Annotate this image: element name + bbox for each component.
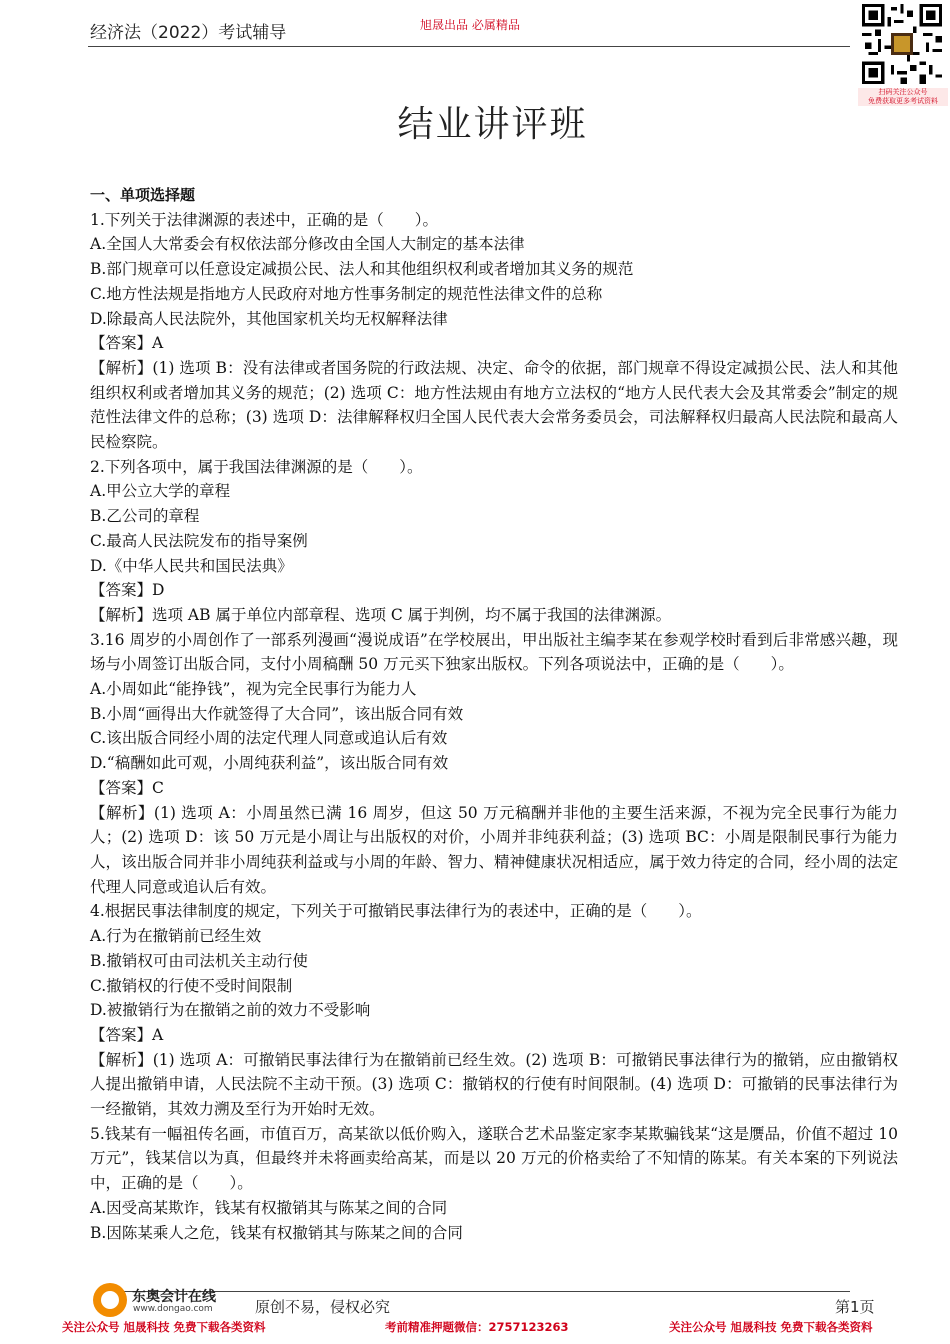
explanation-paragraph: 【解析】(1) 选项 A：小周虽然已满 16 周岁，但这 50 万元稿酬并非他的主要生活来源，不视为完全民事行为能力人；(2) 选项 D：该 50 万元是小周让与出版权的对价，小周并非纯获利益；(3) 选项 BC：小周是限制民事行为能力人，该出版合同并非小周纯获利益或与小周的年龄、智力、精神健康状况相适应，属于效力待定的合同，经小周的法定代理人同意或追认后有效。 xyxy=(90,803,898,896)
section-heading: 一、单项选择题 xyxy=(90,186,196,204)
question-2: 2.下列各项中，属于我国法律渊源的是（ ）。 xyxy=(90,457,423,476)
explanation-paragraph: 【解析】选项 AB 属于单位内部章程、选项 C 属于判例，均不属于我国的法律渊源。 xyxy=(90,605,672,624)
option-line: D.除最高人民法院外，其他国家机关均无权解释法律 xyxy=(90,309,448,328)
footer-logo-url: www.dongao.com xyxy=(133,1304,213,1314)
answer-line: 【答案】C xyxy=(90,778,164,797)
header-slogan: 旭晟出品 必属精品 xyxy=(420,18,520,32)
explanation-paragraph: 【解析】(1) 选项 A：可撤销民事法律行为在撤销前已经生效。(2) 选项 B：可撤销民事法律行为的撤销，应由撤销权人提出撤销申请，人民法院不主动干预。(3) 选项 C：撤销权的行使有时间限制。(4) 选项 D：可撤销的民事法律行为一经撤销，其效力溯及至行为开始时无效。 xyxy=(90,1050,898,1119)
option-line: D.《中华人民共和国民法典》 xyxy=(90,556,293,575)
footer-copyright: 原创不易，侵权必究 xyxy=(255,1298,391,1316)
option-line: C.撤销权的行使不受时间限制 xyxy=(90,976,293,995)
header-divider xyxy=(88,46,850,47)
footer-divider xyxy=(120,1291,850,1292)
answer-line: 【答案】A xyxy=(90,1025,164,1044)
option-line: A.因受高某欺诈，钱某有权撤销其与陈某之间的合同 xyxy=(90,1198,448,1217)
explanation-paragraph: 【解析】(1) 选项 B：没有法律或者国务院的行政法规、决定、命令的依据，部门规章不得设定减损公民、法人和其他组织权利或者增加其义务的规范；(2) 选项 C：地方性法规由有地方立法权的“地方人民代表大会及其常委会”制定的规范性法律文件的总称；(3) 选项 D：法律解释权归全国人民代表大会常务委员会，司法解释权归最高人民法院和最高人民检察院。 xyxy=(90,358,898,452)
promo-right: 关注公众号 旭晟科技 免费下载各类资料 xyxy=(669,1320,873,1334)
document-body xyxy=(90,183,898,1245)
option-line: A.行为在撤销前已经生效 xyxy=(90,927,262,946)
option-line: A.甲公立大学的章程 xyxy=(90,482,231,501)
option-line: B.撤销权可由司法机关主动行使 xyxy=(90,951,308,970)
option-line: C.最高人民法院发布的指导案例 xyxy=(90,531,308,550)
option-line: A.小周如此“能挣钱”，视为完全民事行为能力人 xyxy=(90,680,417,699)
qr-code-icon xyxy=(862,4,942,84)
question-3: 3.16 周岁的小周创作了一部系列漫画“漫说成语”在学校展出，甲出版社主编李某在参观学校时看到后非常感兴趣，现场与小周签订出版合同，支付小周稿酬 50 万元买下独家出版权。下列各项说法中，正确的是（ ）。 xyxy=(90,630,898,674)
answer-line: 【答案】A xyxy=(90,334,164,353)
option-line: B.乙公司的章程 xyxy=(90,507,200,526)
answer-line: 【答案】D xyxy=(90,581,165,600)
dongao-logo-inner xyxy=(101,1291,119,1309)
page-number: 第1页 xyxy=(835,1298,875,1316)
qr-caption: 扫码关注公众号 免费获取更多考试资料 xyxy=(858,88,948,106)
header-title: 经济法（2022）考试辅导 xyxy=(90,23,287,43)
option-line: D.“稿酬如此可观，小周纯获利益”，该出版合同有效 xyxy=(90,754,449,773)
option-line: D.被撤销行为在撤销之前的效力不受影响 xyxy=(90,1001,371,1020)
page-title: 结业讲评班 xyxy=(397,104,588,145)
promo-center: 考前精准押题微信：2757123263 xyxy=(385,1320,569,1334)
option-line: B.因陈某乘人之危，钱某有权撤销其与陈某之间的合同 xyxy=(90,1223,463,1242)
promo-left: 关注公众号 旭晟科技 免费下载各类资料 xyxy=(62,1320,266,1334)
option-line: C.地方性法规是指地方人民政府对地方性事务制定的规范性法律文件的总称 xyxy=(90,284,603,303)
option-line: C.该出版合同经小周的法定代理人同意或追认后有效 xyxy=(90,729,448,748)
question-5: 5.钱某有一幅祖传名画，市值百万，高某欲以低价购入，遂联合艺术品鉴定家李某欺骗钱某“这是赝品，价值不超过 10 万元”，钱某信以为真，但最终并未将画卖给高某，而是以 20 万元的价格卖给了不知情的陈某。有关本案的下列说法中，正确的是（ ）。 xyxy=(90,1124,898,1193)
option-line: A.全国人大常委会有权依法部分修改由全国人大制定的基本法律 xyxy=(90,235,525,254)
question-1: 1.下列关于法律渊源的表述中，正确的是（ ）。 xyxy=(90,210,439,229)
question-4: 4.根据民事法律制度的规定，下列关于可撤销民事法律行为的表述中，正确的是（ ）。 xyxy=(90,902,702,921)
footer-logo-text: 东奥会计在线 xyxy=(132,1289,216,1305)
option-line: B.部门规章可以任意设定减损公民、法人和其他组织权利或者增加其义务的规范 xyxy=(90,260,634,279)
option-line: B.小周“画得出大作就签得了大合同”，该出版合同有效 xyxy=(90,704,464,723)
